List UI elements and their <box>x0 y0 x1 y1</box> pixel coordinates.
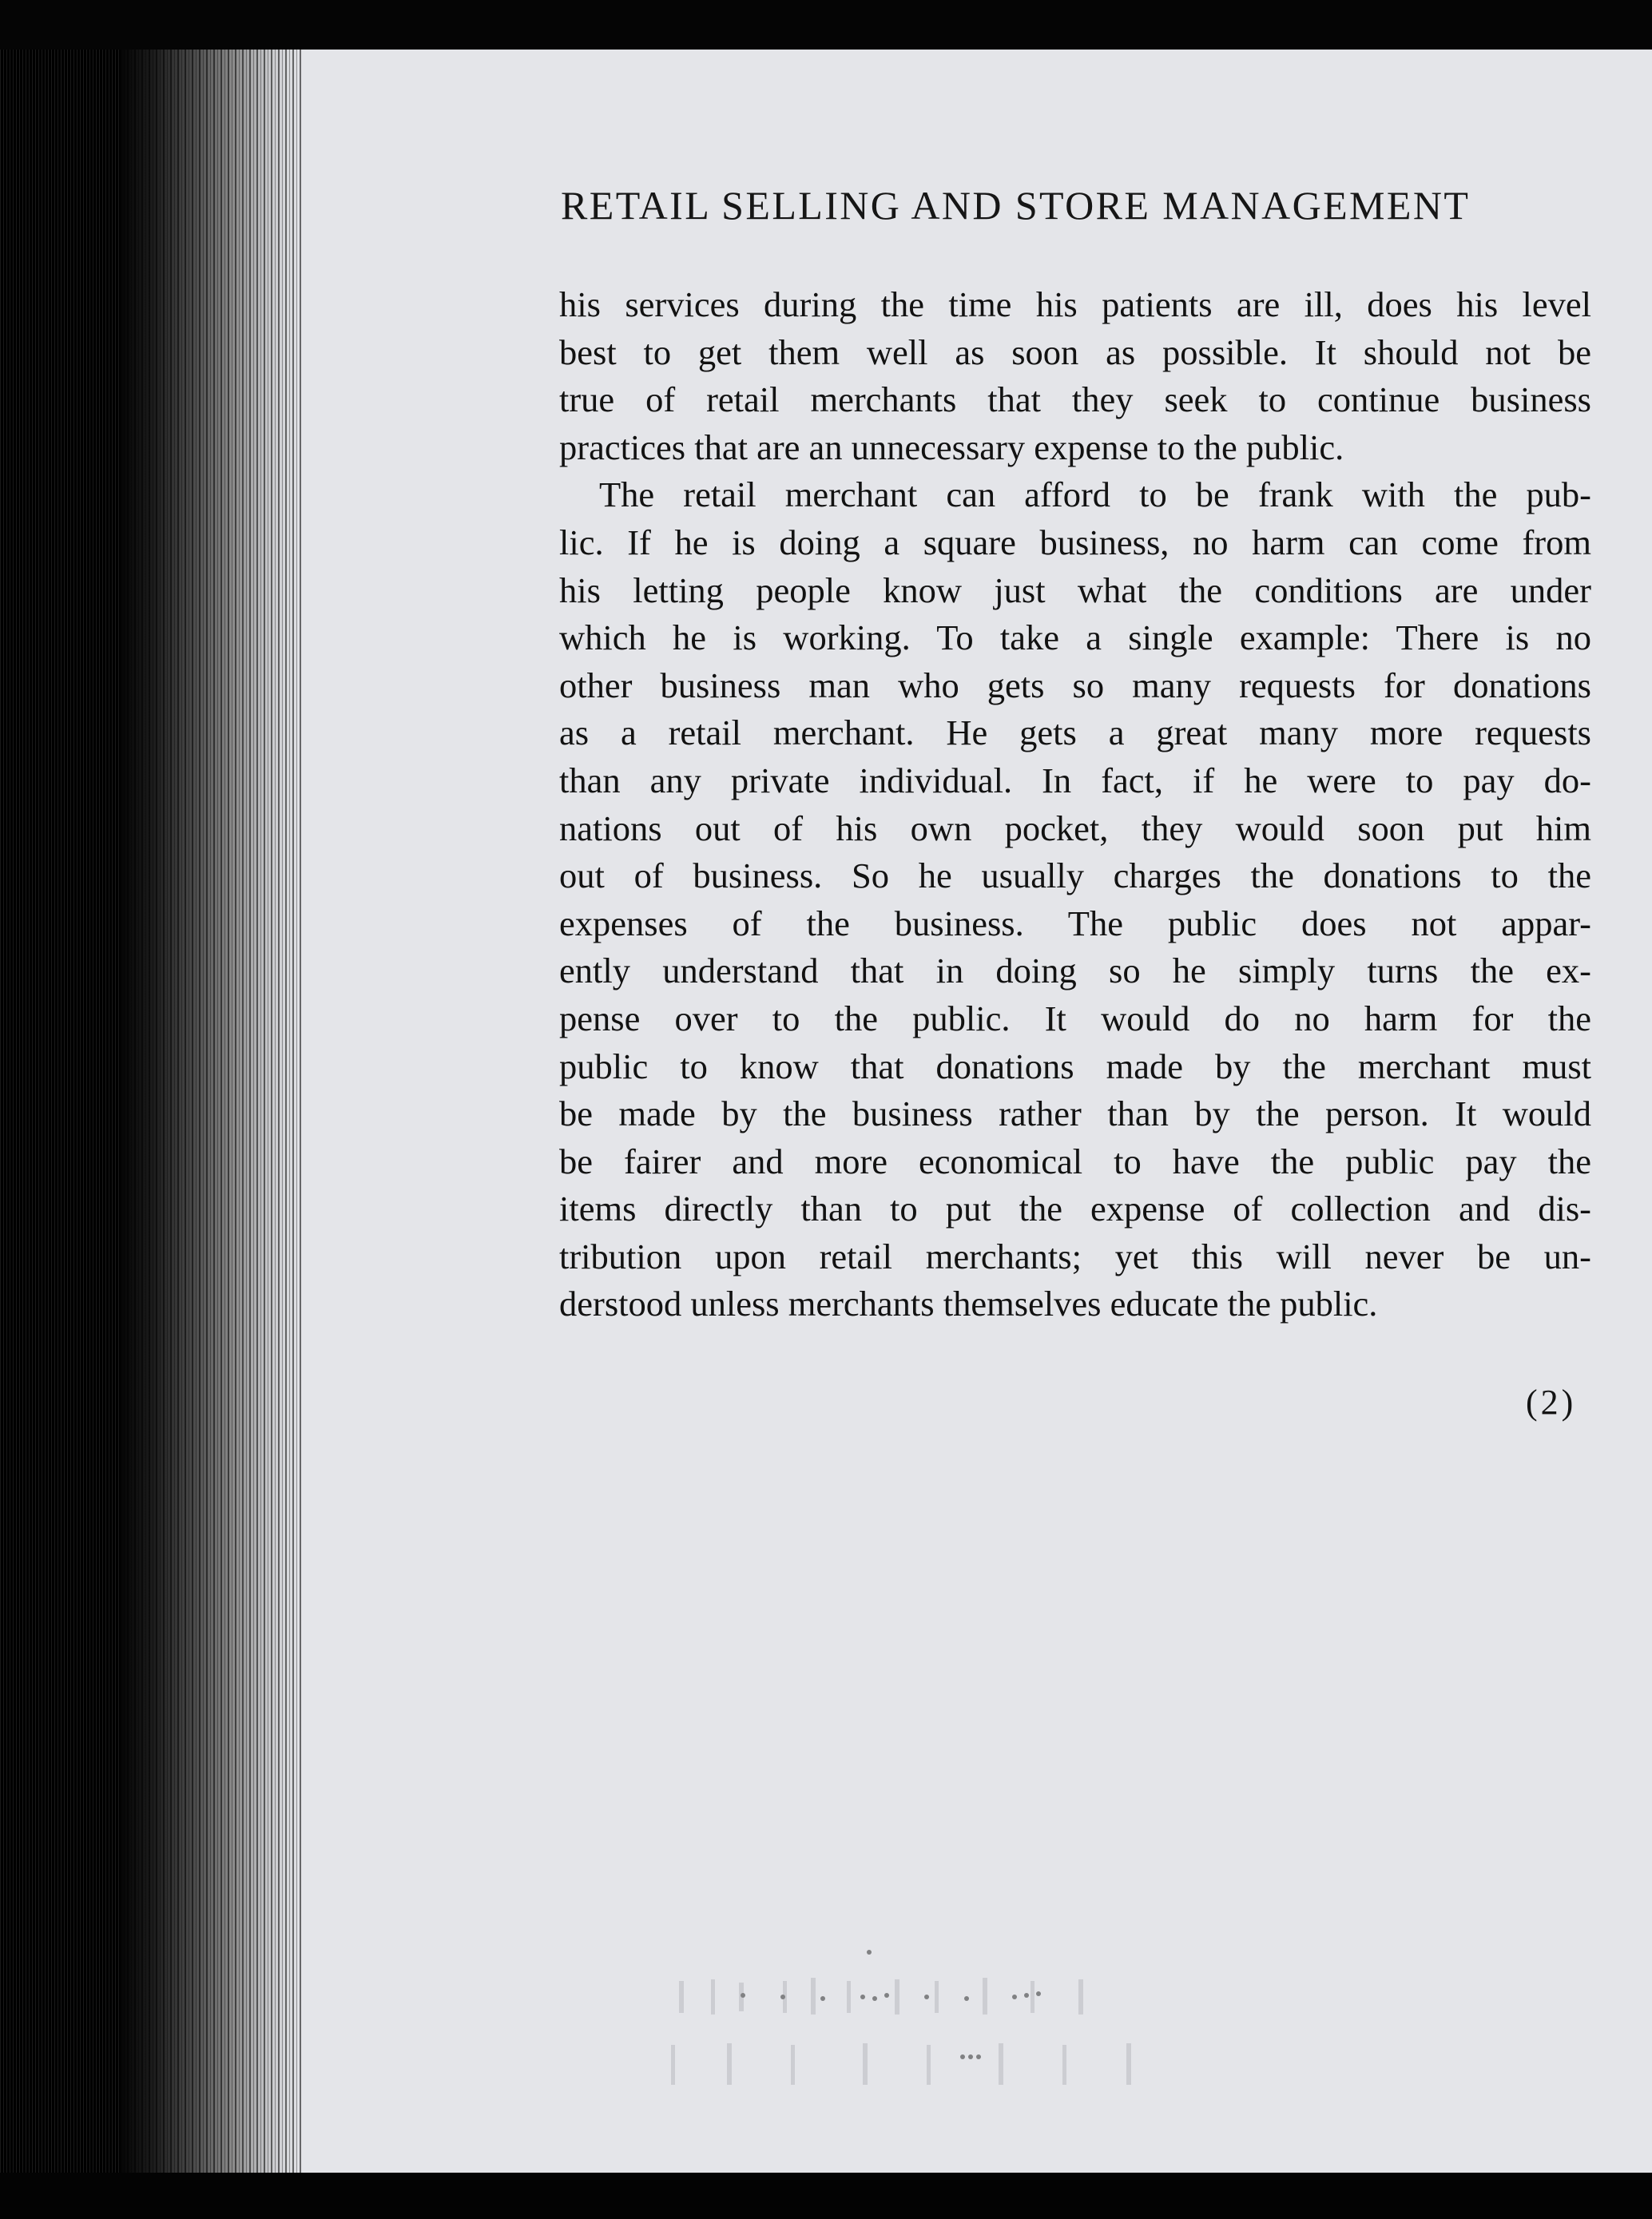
text-line: which he is working. To take a single example: There is no <box>559 617 1591 658</box>
text-line: than any private individual. In fact, if he were to pay do- <box>559 760 1591 800</box>
running-header: RETAIL SELLING AND STORE MANAGEMENT <box>561 183 1471 228</box>
body-paragraphs <box>559 281 1591 1328</box>
text-line: his services during the time his patients are ill, does his level <box>559 284 1591 324</box>
book-edge-dark <box>0 0 120 2219</box>
text-line: tribution upon retail merchants; yet this will never be un- <box>559 1236 1591 1276</box>
page-binding-edge <box>120 50 304 2173</box>
text-line: other business man who gets so many requests for donations <box>559 665 1591 705</box>
scan-border-top <box>0 0 1652 50</box>
text-line: derstood unless merchants themselves educate the public. <box>559 1284 1378 1324</box>
text-line: practices that are an unnecessary expense to the public. <box>559 427 1344 467</box>
text-line: be made by the business rather than by the person. It would <box>559 1094 1591 1134</box>
text-line: lic. If he is doing a square business, no harm can come from <box>559 522 1591 562</box>
page-number: (2) <box>1526 1383 1577 1422</box>
text-line: public to know that donations made by the merchant must <box>559 1046 1591 1086</box>
text-line: out of business. So he usually charges the donations to the <box>559 855 1591 896</box>
text-line: as a retail merchant. He gets a great many more requests <box>559 713 1591 753</box>
text-line: nations out of his own pocket, they would soon put him <box>559 808 1591 848</box>
text-line: his letting people know just what the conditions are under <box>559 570 1591 610</box>
text-line: The retail merchant can afford to be frank with the pub- <box>599 474 1591 515</box>
text-line: items directly than to put the expense of collection and dis- <box>559 1189 1591 1229</box>
text-line: true of retail merchants that they seek to continue business <box>559 379 1591 420</box>
text-line: expenses of the business. The public does not appar- <box>559 903 1591 943</box>
faint-library-stamp <box>663 1949 1302 2101</box>
text-line: be fairer and more economical to have the public pay the <box>559 1141 1591 1181</box>
scan-border-bottom <box>0 2173 1652 2219</box>
text-line: best to get them well as soon as possible. It should not be <box>559 331 1591 372</box>
text-line: pense over to the public. It would do no harm for the <box>559 998 1591 1038</box>
text-line: ently understand that in doing so he simply turns the ex- <box>559 951 1591 991</box>
